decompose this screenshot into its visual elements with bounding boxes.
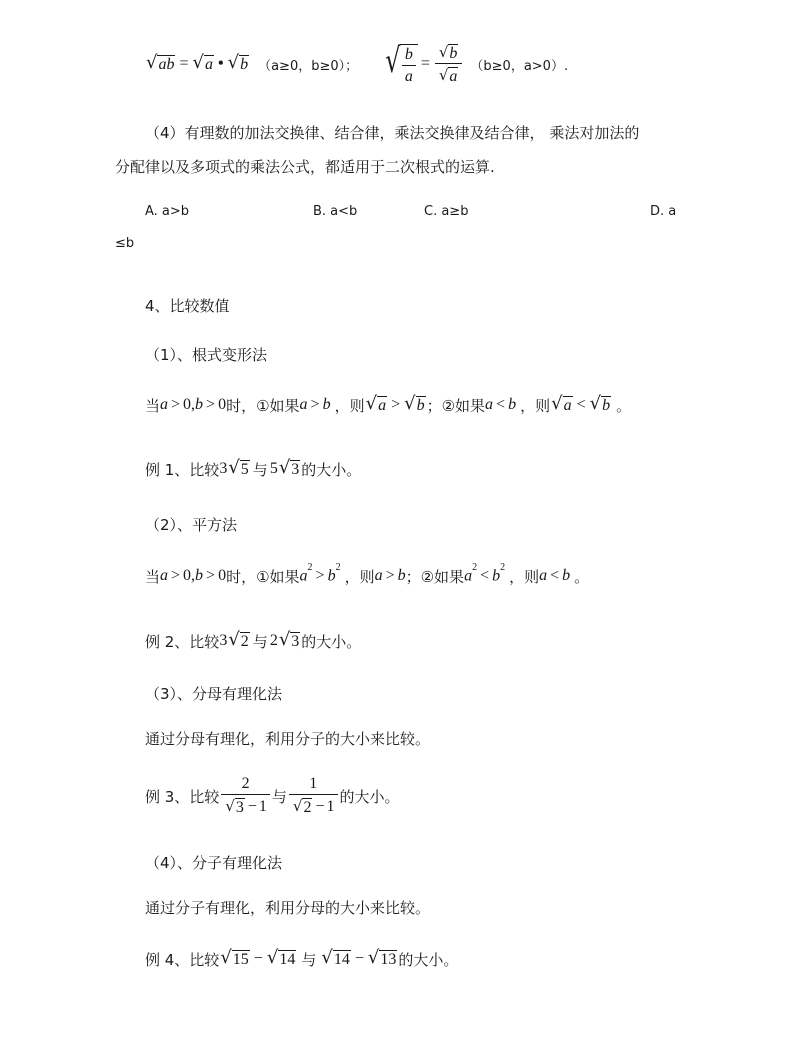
option-c: C. a≥b [424, 204, 469, 219]
sqrt-a: √ a [192, 52, 213, 73]
method2-title: （2）、平方法 [145, 516, 238, 534]
option-a: A. a>b [145, 204, 190, 219]
method3-title: （3）、分母有理化法 [145, 685, 283, 703]
example-4: 例 4、比较 √ 15 − √ 14 与 √ 14 − √ 13 的大小。 [145, 947, 459, 969]
method2-rule: 当 a > 0 , b > 0 时，①如果 $a^2$ > $b^2$ ，则 a > b ；②如果 $a^2$ < $b^2$ ，则 a < b 。 [145, 562, 590, 586]
sqrt-b-over-a: √ $\frac{b}{a}$ [382, 41, 418, 88]
sqrt-b-over-sqrt-a: √ b √ a [435, 42, 463, 86]
method4-title: （4）、分子有理化法 [145, 854, 283, 872]
example-1: 例 1、比较 3 √ 5 与 5 √ 3 的大小。 [145, 457, 362, 479]
condition-product: （a≥0，b≥0）； [258, 58, 359, 74]
option-d: D. a [650, 204, 677, 219]
para4-line2: 分配律以及多项式的乘法公式，都适用于二次根式的运算. [115, 158, 495, 176]
sqrt-ab: √ ab [146, 52, 175, 73]
example-2: 例 2、比较 3 √ 2 与 2 √ 3 的大小。 [145, 629, 362, 651]
option-b: B. a<b [313, 204, 358, 219]
method1-title: （1）、根式变形法 [145, 346, 268, 364]
method3-description: 通过分母有理化，利用分子的大小来比较。 [145, 730, 431, 748]
section-title: 4、比较数值 [145, 297, 230, 315]
method1-rule: 当 a > 0 , b > 0 时，①如果 a > b ，则 √ a > √ b ；②如果 a < b ，则 √ a < √ b 。 [145, 393, 632, 415]
para4-line1: （4）有理数的加法交换律、结合律，乘法交换律及结合律， 乘法对加法的 [145, 124, 640, 142]
method4-description: 通过分子有理化，利用分母的大小来比较。 [145, 899, 431, 917]
condition-quotient: （b≥0，a>0）. [470, 58, 569, 74]
option-d-continued: ≤b [115, 236, 135, 251]
example-3: 例 3、比较 2 √ 3 − 1 与 1 √ 2 − 1 的大小。 [145, 775, 400, 816]
product-quotient-rule-line: √ ab = √ a • √ b （a≥0，b≥0）； √ $\frac{b}{a}$ = √ b √ a （b≥0，a>0）. [145, 48, 568, 80]
sqrt-b: √ b [227, 52, 249, 73]
